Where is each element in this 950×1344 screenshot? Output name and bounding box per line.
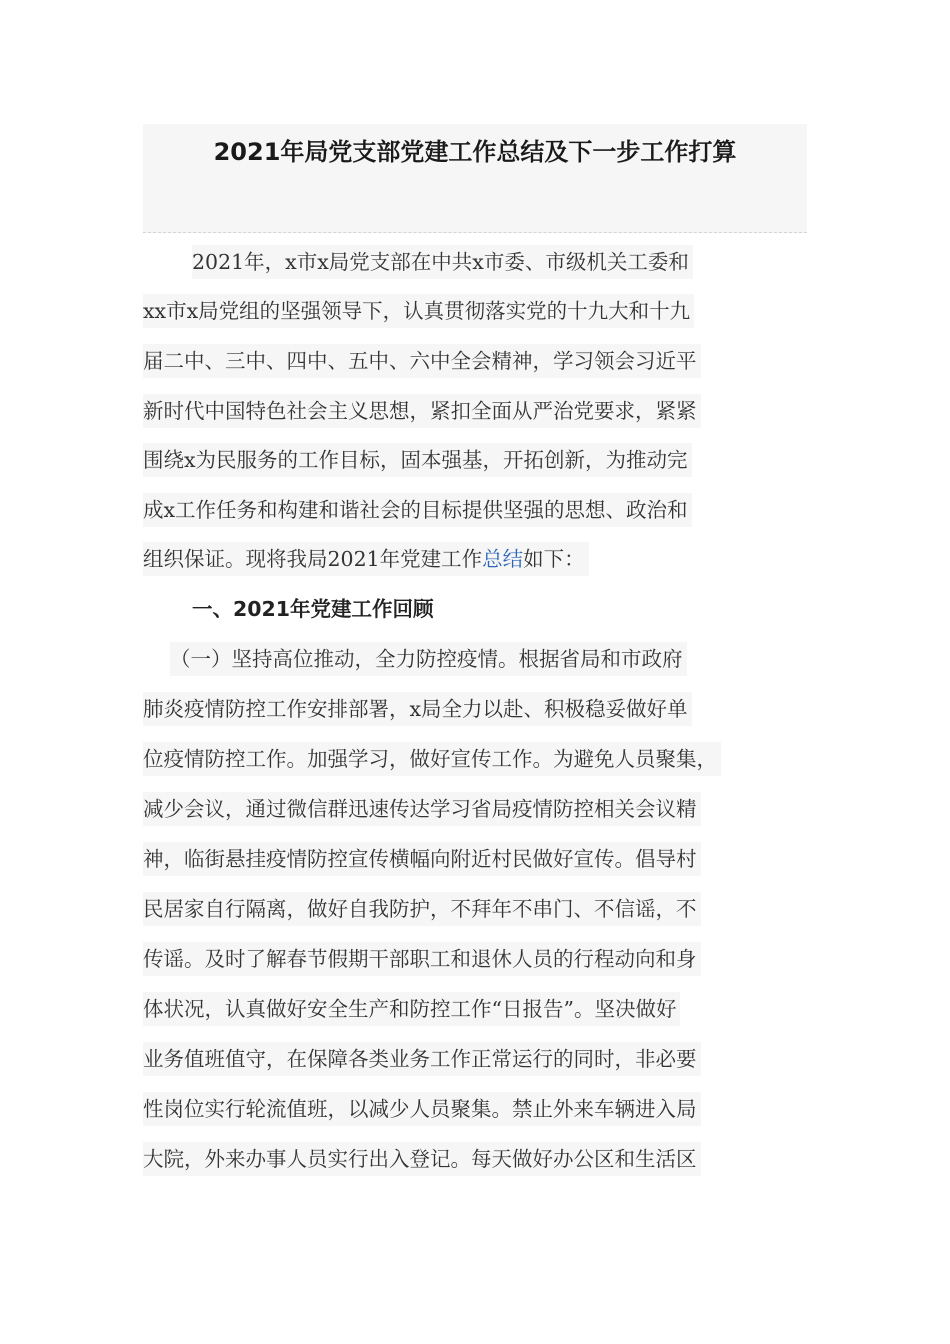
paragraph-line: 位疫情防控工作。加强学习，做好宣传工作。为避免人员聚集， (143, 742, 721, 776)
paragraph-line: 体状况，认真做好安全生产和防控工作“日报告”。坚决做好 (143, 992, 680, 1026)
paragraph-line: 大院，外来办事人员实行出入登记。每天做好办公区和生活区 (143, 1142, 701, 1176)
paragraph-line: 新时代中国特色社会主义思想，紧扣全面从严治党要求，紧紧 (143, 394, 701, 428)
paragraph-line: 传谣。及时了解春节假期干部职工和退休人员的行程动向和身 (143, 942, 701, 976)
paragraph-line: （一）坚持高位推动，全力防控疫情。根据省局和市政府 (170, 642, 687, 676)
paragraph-line: 民居家自行隔离，做好自我防护，不拜年不串门、不信谣，不 (143, 892, 701, 926)
paragraph-last-line (143, 542, 589, 576)
paragraph-line: 神，临街悬挂疫情防控宣传横幅向附近村民做好宣传。倡导村 (143, 842, 701, 876)
summary-link[interactable]: 总结 (482, 547, 524, 571)
paragraph-line: 业务值班值守，在保障各类业务工作正常运行的同时，非必要 (143, 1042, 701, 1076)
paragraph-line: 2021年，x市x局党支部在中共x市委、市级机关工委和 (192, 245, 693, 279)
paragraph-line: 围绕x为民服务的工作目标，固本强基，开拓创新，为推动完 (143, 443, 692, 477)
section-heading: 一、2021年党建工作回顾 (192, 597, 434, 621)
title-block (143, 124, 807, 233)
paragraph-line: 成x工作任务和构建和谐社会的目标提供坚强的思想、政治和 (143, 493, 692, 527)
paragraph-line: 肺炎疫情防控工作安排部署，x局全力以赴、积极稳妥做好单 (143, 692, 692, 726)
paragraph-line: 届二中、三中、四中、五中、六中全会精神，学习领会习近平 (143, 344, 701, 378)
paragraph-line: xx市x局党组的坚强领导下，认真贯彻落实党的十九大和十九 (143, 294, 694, 328)
paragraph-line: 减少会议，通过微信群迅速传达学习省局疫情防控相关会议精 (143, 792, 701, 826)
paragraph-text: 组织保证。现将我局2021年党建工作 (143, 547, 483, 571)
paragraph-text: 如下： (523, 547, 585, 571)
paragraph-line: 性岗位实行轮流值班，以减少人员聚集。禁止外来车辆进入局 (143, 1092, 701, 1126)
document-title: 2021年局党支部党建工作总结及下一步工作打算 (213, 138, 737, 166)
